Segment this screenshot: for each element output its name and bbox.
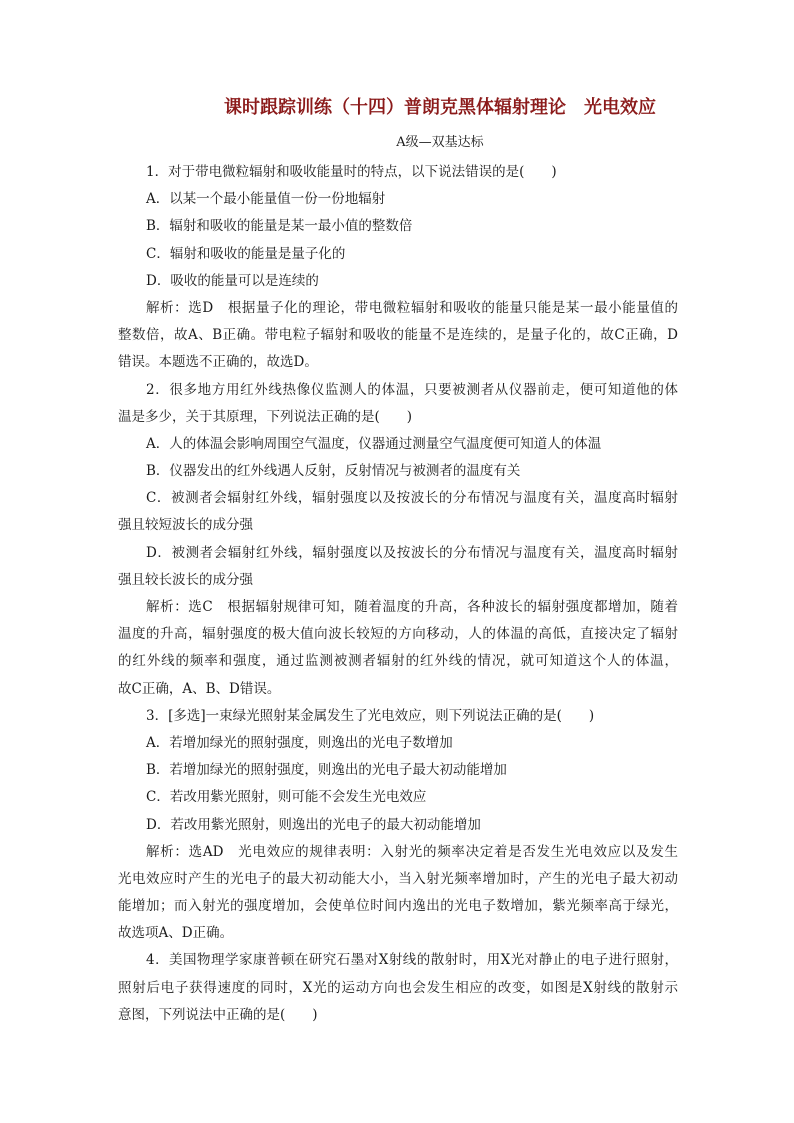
text-line: 能增加；而入射光的强度增加，会使单位时间内逸出的光电子数增加，紫光频率高于绿光， <box>118 898 678 915</box>
text-line: B．若增加绿光的照射强度，则逸出的光电子最大初动能增加 <box>146 762 507 779</box>
page-title: 课时跟踪训练（十四）普朗克黑体辐射理论 光电效应 <box>224 97 656 118</box>
text-line: 3．[多选]一束绿光照射某金属发生了光电效应，则下列说法正确的是( ) <box>146 707 595 724</box>
text-line: C．若改用紫光照射，则可能不会发生光电效应 <box>146 789 427 806</box>
text-line: 强且较短波长的成分强 <box>118 517 253 534</box>
text-line: D．被测者会辐射红外线，辐射强度以及按波长的分布情况与温度有关，温度高时辐射 <box>146 544 678 561</box>
text-line: A．若增加绿光的照射强度，则逸出的光电子数增加 <box>146 734 453 751</box>
text-line: D．吸收的能量可以是连续的 <box>146 272 319 289</box>
text-line: 故选项A、D正确。 <box>118 925 234 942</box>
text-line: 意图，下列说法中正确的是( ) <box>118 1006 318 1023</box>
text-line: C．被测者会辐射红外线，辐射强度以及按波长的分布情况与温度有关，温度高时辐射 <box>146 490 678 507</box>
text-line: A．以某一个最小能量值一份一份地辐射 <box>146 191 386 208</box>
text-line: 故C正确，A、B、D错误。 <box>118 680 281 697</box>
text-line: 解析：选AD 光电效应的规律表明：入射光的频率决定着是否发生光电效应以及发生 <box>146 843 678 860</box>
text-line: 错误。本题选不正确的，故选D。 <box>118 354 318 371</box>
text-line: 解析：选D 根据量子化的理论，带电微粒辐射和吸收的能量只能是某一最小能量值的 <box>146 299 678 316</box>
text-line: 解析：选C 根据辐射规律可知，随着温度的升高，各种波长的辐射强度都增加，随着 <box>146 599 678 615</box>
text-line: D．若改用紫光照射，则逸出的光电子的最大初动能增加 <box>146 816 481 833</box>
text-line: 整数倍，故A、B正确。带电粒子辐射和吸收的能量不是连续的，是量子化的，故C正确，D <box>118 327 678 344</box>
text-line: B．辐射和吸收的能量是某一最小值的整数倍 <box>146 218 413 235</box>
text-line: 照射后电子获得速度的同时，X光的运动方向也会发生相应的改变，如图是X射线的散射示 <box>118 979 678 996</box>
text-line: 温度的升高，辐射强度的极大值向波长较短的方向移动，人的体温的高低，直接决定了辐射 <box>118 626 678 643</box>
text-line: 强且较长波长的成分强 <box>118 571 253 588</box>
text-line: 1．对于带电微粒辐射和吸收能量时的特点，以下说法错误的是( ) <box>146 164 557 180</box>
text-line: 4．美国物理学家康普顿在研究石墨对X射线的散射时，用X光对静止的电子进行照射， <box>146 952 678 969</box>
text-line: 温是多少，关于其原理，下列说法正确的是( ) <box>118 408 413 425</box>
text-line: 2．很多地方用红外线热像仪监测人的体温，只要被测者从仪器前走，便可知道他的体 <box>146 381 678 398</box>
text-line: 光电效应时产生的光电子的最大初动能大小，当入射光频率增加时，产生的光电子最大初动 <box>118 870 678 887</box>
text-line: B．仪器发出的红外线遇人反射，反射情况与被测者的温度有关 <box>146 463 521 480</box>
text-line: 的红外线的频率和强度，通过监测被测者辐射的红外线的情况，就可知道这个人的体温， <box>118 653 678 670</box>
section-subtitle: A级—双基达标 <box>396 135 484 150</box>
text-line: A．人的体温会影响周围空气温度，仪器通过测量空气温度便可知道人的体温 <box>146 435 602 452</box>
text-line: C．辐射和吸收的能量是量子化的 <box>146 245 346 262</box>
document-body <box>118 159 678 1029</box>
